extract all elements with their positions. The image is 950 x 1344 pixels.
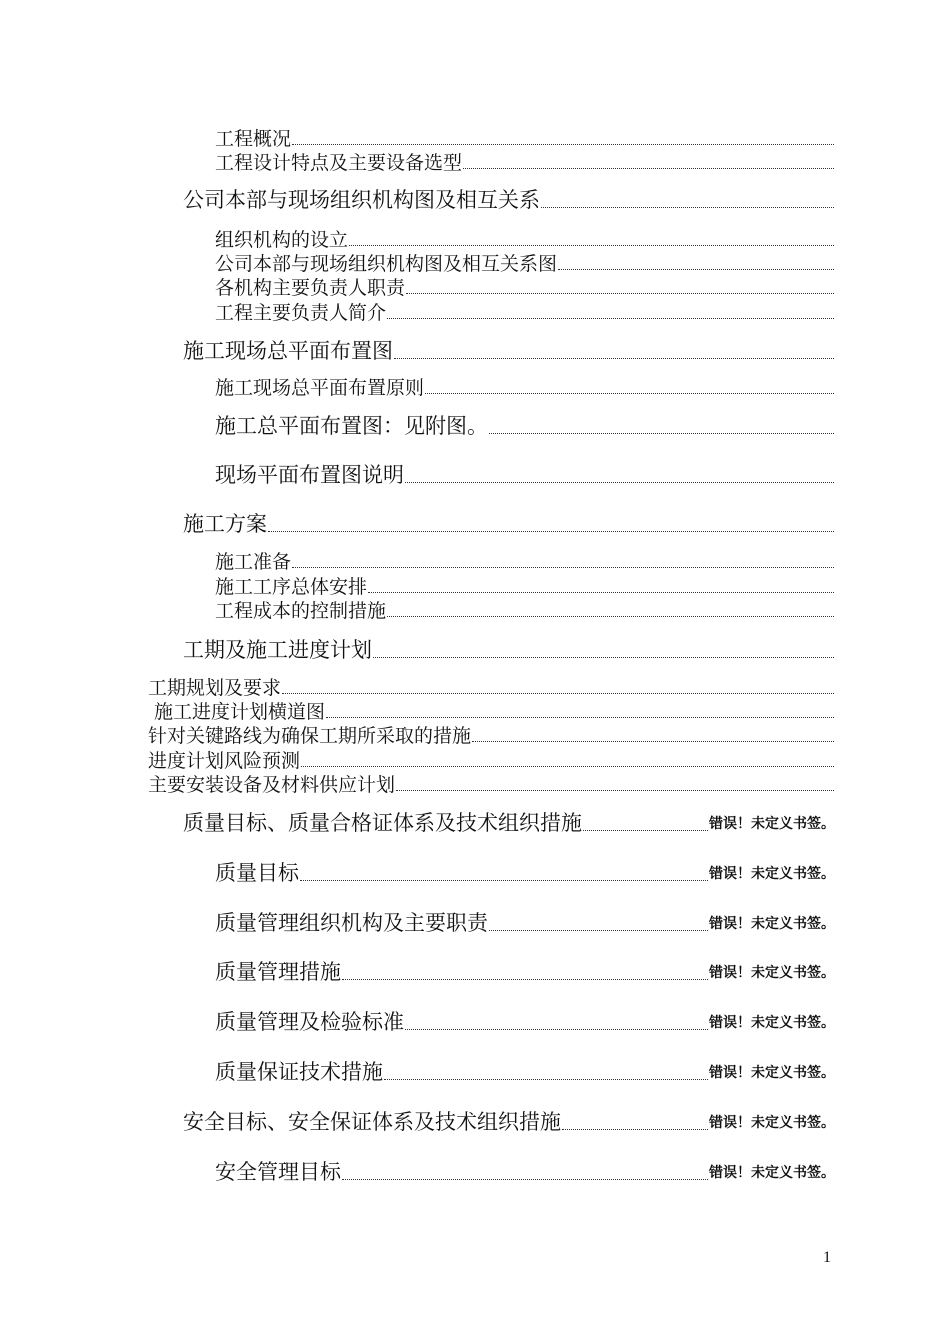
page-number: 1 [823,1249,831,1266]
dot-leader [583,830,708,831]
toc-entry-title: 工期及施工进度计划 [183,638,372,662]
dot-leader [405,482,834,483]
toc-entry-page: 错误！未定义书签。 [709,1015,835,1031]
dot-leader [268,531,834,532]
toc-entry[interactable] [215,373,835,400]
toc-entry-title: 针对关键路线为确保工期所采取的措施 [148,725,472,747]
dot-leader [396,790,834,791]
dot-leader [301,766,834,767]
dot-leader [489,930,708,931]
toc-entry-title: 公司本部与现场组织机构图及相互关系图 [215,253,558,275]
toc-entry-title: 现场平面布置图说明 [215,463,404,487]
toc-entry[interactable] [215,956,835,986]
dot-leader [406,293,834,294]
toc-entry[interactable] [215,547,835,574]
dot-leader [384,1079,708,1080]
toc-entry-title: 工程设计特点及主要设备选型 [215,152,463,174]
toc-entry-title: 主要安装设备及材料供应计划 [148,774,396,796]
dot-leader [292,144,834,145]
dot-leader [326,717,834,718]
toc-entry[interactable] [215,857,835,887]
dot-leader [300,880,708,881]
dot-leader [463,168,834,169]
toc-entry[interactable] [215,273,835,300]
toc-entry[interactable] [215,124,835,151]
toc-entry-title: 工程成本的控制措施 [215,600,387,622]
dot-leader [558,269,834,270]
toc-entry[interactable] [215,907,835,937]
toc-entry[interactable] [215,148,835,175]
toc-entry-page: 错误！未定义书签。 [709,965,835,981]
dot-leader [387,318,834,319]
toc-entry-title: 施工方案 [183,512,267,536]
toc-entry[interactable] [215,410,835,440]
toc-entry-title: 质量管理组织机构及主要职责 [215,911,488,935]
dot-leader [541,207,834,208]
toc-entry[interactable] [215,1056,835,1086]
toc-entry-title: 施工进度计划横道图 [148,701,326,723]
dot-leader [394,358,834,359]
toc-entry[interactable] [215,1156,835,1186]
dot-leader [342,1179,708,1180]
toc-entry-title: 质量目标 [215,861,299,885]
dot-leader [368,592,834,593]
dot-leader [489,433,834,434]
toc-entry[interactable] [215,225,835,252]
toc-entry-page: 错误！未定义书签。 [709,1165,835,1181]
toc-entry[interactable] [183,634,835,664]
toc-entry-page: 错误！未定义书签。 [709,1065,835,1081]
toc-entry-title: 工程主要负责人简介 [215,302,387,324]
toc-entry-title: 进度计划风险预测 [148,750,301,772]
dot-leader [292,567,834,568]
dot-leader [562,1129,708,1130]
toc-entry[interactable] [215,572,835,599]
toc-entry[interactable] [183,508,835,538]
dot-leader [282,693,834,694]
toc-entry[interactable] [148,746,835,773]
dot-leader [349,245,834,246]
toc-entry[interactable] [183,184,835,214]
toc-entry[interactable] [215,249,835,276]
toc-entry-title: 组织机构的设立 [215,229,349,251]
toc-entry[interactable] [183,1106,835,1136]
toc-entry-title: 安全管理目标 [215,1160,341,1184]
toc-entry[interactable] [148,697,835,724]
toc-entry[interactable] [215,459,835,489]
dot-leader [373,657,834,658]
toc-entry-title: 质量管理及检验标准 [215,1010,404,1034]
toc-entry-page: 错误！未定义书签。 [709,816,835,832]
toc-entry[interactable] [148,673,835,700]
toc-entry[interactable] [148,770,835,797]
dot-leader [425,393,834,394]
toc-entry-title: 施工工序总体安排 [215,576,368,598]
toc-entry-title: 施工现场总平面布置图 [183,339,393,363]
toc-entry-title: 各机构主要负责人职责 [215,277,406,299]
toc-entry-title: 施工现场总平面布置原则 [215,377,425,399]
toc-entry-title: 质量保证技术措施 [215,1060,383,1084]
dot-leader [472,741,834,742]
toc-entry[interactable] [183,807,835,837]
dot-leader [387,616,834,617]
toc-entry-title: 施工总平面布置图：见附图。 [215,414,488,438]
toc-entry-page: 错误！未定义书签。 [709,916,835,932]
toc-entry-title: 安全目标、安全保证体系及技术组织措施 [183,1110,561,1134]
toc-entry-page: 错误！未定义书签。 [709,1115,835,1131]
dot-leader [405,1029,708,1030]
toc-entry[interactable] [215,298,835,325]
toc-entry[interactable] [183,335,835,365]
toc-entry-title: 工期规划及要求 [148,677,282,699]
toc-entry[interactable] [148,721,835,748]
toc-entry-title: 质量管理措施 [215,960,341,984]
toc-entry-title: 质量目标、质量合格证体系及技术组织措施 [183,811,582,835]
toc-entry[interactable] [215,1006,835,1036]
toc-entry-title: 工程概况 [215,128,292,150]
toc-entry-title: 公司本部与现场组织机构图及相互关系 [183,188,540,212]
toc-entry-title: 施工准备 [215,551,292,573]
toc-entry[interactable] [215,596,835,623]
dot-leader [342,979,708,980]
toc-entry-page: 错误！未定义书签。 [709,866,835,882]
